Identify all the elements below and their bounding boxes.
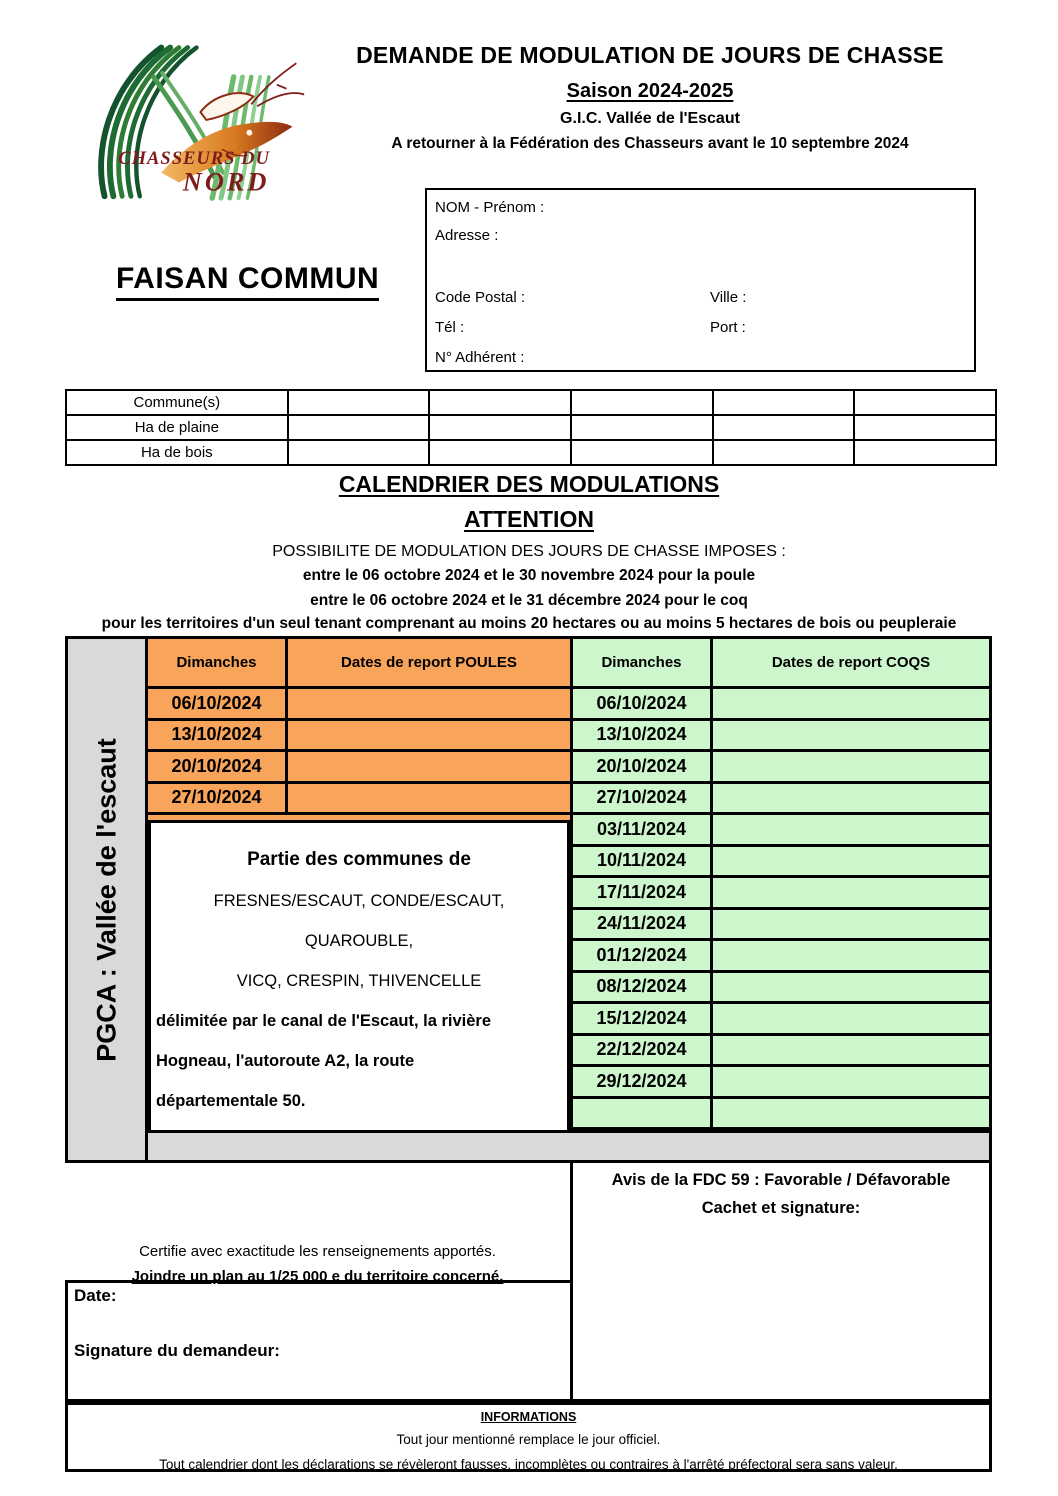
adherent-field[interactable] xyxy=(529,346,649,362)
communes-description-box xyxy=(148,820,570,1130)
dimanche-date-cell: 13/10/2024 xyxy=(573,721,713,750)
ha-bois-cell[interactable] xyxy=(288,440,430,465)
report-coqs-cell[interactable] xyxy=(713,689,989,718)
report-coqs-cell[interactable] xyxy=(713,1099,989,1128)
adresse-field[interactable] xyxy=(503,224,623,240)
ha-plaine-cell[interactable] xyxy=(571,415,713,440)
species-title: FAISAN COMMUN xyxy=(116,262,379,301)
port-field[interactable] xyxy=(750,316,870,332)
date-label: Date: xyxy=(74,1286,117,1305)
ha-bois-cell[interactable] xyxy=(429,440,571,465)
possibility-note: POSSIBILITE DE MODULATION DES JOURS DE CHASSE IMPOSES : xyxy=(272,543,786,560)
dimanche-date-cell: 20/10/2024 xyxy=(148,752,288,781)
code-postal-label: Code Postal : xyxy=(435,289,526,306)
communes-box-line: délimitée par le canal de l'Escaut, la rivière xyxy=(156,1012,492,1030)
dimanche-date-cell: 06/10/2024 xyxy=(148,689,288,718)
fdc-avis-label: Avis de la FDC 59 : Favorable / Défavorable xyxy=(611,1171,951,1189)
dimanche-empty-cell[interactable] xyxy=(573,1099,713,1128)
ville-label: Ville : xyxy=(710,289,747,306)
poules-dimanches-header: Dimanches xyxy=(148,639,288,686)
ha-bois-cell[interactable] xyxy=(854,440,996,465)
ville-field[interactable] xyxy=(751,286,871,302)
ha-bois-row-label: Ha de bois xyxy=(66,440,288,465)
dimanche-date-cell: 22/12/2024 xyxy=(573,1036,713,1065)
coqs-date-row xyxy=(573,973,989,1005)
coqs-date-row xyxy=(573,721,989,753)
cachet-signature-label: Cachet et signature: xyxy=(701,1199,861,1217)
dimanche-date-cell: 27/10/2024 xyxy=(148,784,288,813)
signature-label: Signature du demandeur: xyxy=(74,1341,280,1360)
report-coqs-cell[interactable] xyxy=(713,784,989,813)
modulation-calendar-table xyxy=(65,636,992,1163)
report-poules-cell[interactable] xyxy=(288,721,570,750)
dimanche-date-cell: 06/10/2024 xyxy=(573,689,713,718)
ha-plaine-cell[interactable] xyxy=(713,415,855,440)
commune-cell[interactable] xyxy=(429,390,571,415)
page-title: DEMANDE DE MODULATION DE JOURS DE CHASSE xyxy=(356,42,944,68)
coqs-date-row xyxy=(573,941,989,973)
date-signature-area[interactable] xyxy=(148,1283,570,1399)
coqs-date-row xyxy=(573,910,989,942)
ha-plaine-row-label: Ha de plaine xyxy=(66,415,288,440)
table-footer-strip xyxy=(148,1130,989,1160)
commune-cell[interactable] xyxy=(571,390,713,415)
commune-cell[interactable] xyxy=(713,390,855,415)
logo-text-chasseurs-du: CHASSEURS DU xyxy=(118,147,270,169)
coqs-header-row xyxy=(573,639,989,689)
report-poules-cell[interactable] xyxy=(288,689,570,718)
report-coqs-cell[interactable] xyxy=(713,721,989,750)
gic-subtitle: G.I.C. Vallée de l'Escaut xyxy=(560,110,740,127)
coqs-empty-row xyxy=(573,1099,989,1131)
ha-bois-cell[interactable] xyxy=(713,440,855,465)
poules-report-header: Dates de report POULES xyxy=(341,654,517,671)
ha-plaine-cell[interactable] xyxy=(429,415,571,440)
nom-prenom-label: NOM - Prénom : xyxy=(435,199,545,216)
coqs-date-row xyxy=(573,847,989,879)
poules-date-row xyxy=(148,752,570,784)
informations-title: INFORMATIONS xyxy=(480,1410,577,1424)
communes-box-title: Partie des communes de xyxy=(247,849,471,870)
communes-row-label: Commune(s) xyxy=(66,390,288,415)
pgca-sidebar-label: PGCA : Vallée de l'escaut xyxy=(91,737,121,1062)
dimanche-date-cell: 15/12/2024 xyxy=(573,1004,713,1033)
nom-prenom-field[interactable] xyxy=(548,196,668,212)
coqs-date-row xyxy=(573,878,989,910)
attention-heading: ATTENTION xyxy=(464,506,594,532)
tel-field[interactable] xyxy=(468,316,588,332)
report-coqs-cell[interactable] xyxy=(713,973,989,1002)
calendar-heading: CALENDRIER DES MODULATIONS xyxy=(338,471,720,497)
poules-date-row xyxy=(148,689,570,721)
report-coqs-cell[interactable] xyxy=(713,941,989,970)
calendar-main xyxy=(148,639,989,1160)
communes-box-line: Hogneau, l'autoroute A2, la route xyxy=(156,1052,415,1070)
fdc-avis-box xyxy=(570,1163,992,1402)
poules-header-row xyxy=(148,639,570,689)
informations-line: Tout calendrier dont les déclarations se révèleront fausses, incomplètes ou contraires à l'arrêté préfectoral sera sans valeur. xyxy=(159,1457,898,1472)
report-poules-cell[interactable] xyxy=(288,752,570,781)
commune-cell[interactable] xyxy=(288,390,430,415)
poules-column-group xyxy=(148,639,570,1130)
dimanche-date-cell: 13/10/2024 xyxy=(148,721,288,750)
dimanche-date-cell: 20/10/2024 xyxy=(573,752,713,781)
return-instruction: A retourner à la Fédération des Chasseurs avant le 10 septembre 2024 xyxy=(391,135,909,152)
report-coqs-cell[interactable] xyxy=(713,847,989,876)
ha-plaine-cell[interactable] xyxy=(854,415,996,440)
coqs-date-row xyxy=(573,689,989,721)
coqs-date-row xyxy=(573,1067,989,1099)
territory-note: pour les territoires d'un seul tenant comprenant au moins 20 hectares ou au moins 5 hectares de bois ou peupleraie xyxy=(101,615,957,632)
dimanche-date-cell: 01/12/2024 xyxy=(573,941,713,970)
dimanche-date-cell: 29/12/2024 xyxy=(573,1067,713,1096)
informations-line: Tout jour mentionné remplace le jour officiel. xyxy=(396,1432,661,1447)
ha-plaine-cell[interactable] xyxy=(288,415,430,440)
communes-box-line: départementale 50. xyxy=(156,1092,306,1110)
communes-box-line: QUAROUBLE, xyxy=(304,932,414,950)
ha-bois-cell[interactable] xyxy=(571,440,713,465)
coqs-date-row xyxy=(573,1004,989,1036)
period-coq-note: entre le 06 octobre 2024 et le 31 décembre 2024 pour le coq xyxy=(310,592,748,609)
document-header xyxy=(320,42,980,153)
poules-date-row xyxy=(148,721,570,753)
join-plan-statement: Joindre un plan au 1/25 000 e du territoire concerné. xyxy=(131,1268,504,1285)
adresse-label: Adresse : xyxy=(435,227,499,244)
tel-label: Tél : xyxy=(435,319,465,336)
commune-cell[interactable] xyxy=(854,390,996,415)
report-coqs-cell[interactable] xyxy=(713,815,989,844)
report-coqs-cell[interactable] xyxy=(713,910,989,939)
applicant-info-box xyxy=(425,188,976,372)
chasseurs-du-nord-logo xyxy=(85,33,310,201)
report-coqs-cell[interactable] xyxy=(713,1036,989,1065)
communes-description-region xyxy=(148,815,570,1130)
date-signature-box xyxy=(65,1280,573,1402)
signature-section xyxy=(65,1163,992,1473)
report-coqs-cell[interactable] xyxy=(713,1067,989,1096)
report-coqs-cell[interactable] xyxy=(713,1004,989,1033)
report-poules-cell[interactable] xyxy=(288,784,570,813)
coqs-date-row xyxy=(573,752,989,784)
cachet-signature-area[interactable] xyxy=(573,1218,989,1378)
dimanche-date-cell: 27/10/2024 xyxy=(573,784,713,813)
period-poule-note: entre le 06 octobre 2024 et le 30 novembre 2024 pour la poule xyxy=(302,567,756,584)
adherent-label: N° Adhérent : xyxy=(435,349,525,366)
dimanche-date-cell: 08/12/2024 xyxy=(573,973,713,1002)
certify-statement: Certifie avec exactitude les renseignements apportés. xyxy=(139,1243,496,1260)
coqs-date-row xyxy=(573,1036,989,1068)
table-row xyxy=(66,390,996,415)
dimanche-date-cell: 10/11/2024 xyxy=(573,847,713,876)
table-row xyxy=(66,415,996,440)
coqs-date-row xyxy=(573,784,989,816)
season-subtitle: Saison 2024-2025 xyxy=(566,80,734,102)
poules-date-row xyxy=(148,784,570,816)
communes-box-line: VICQ, CRESPIN, THIVENCELLE xyxy=(236,972,482,990)
coqs-date-row xyxy=(573,815,989,847)
communes-table xyxy=(65,389,997,466)
coqs-report-header: Dates de report COQS xyxy=(771,654,931,671)
code-postal-field[interactable] xyxy=(529,286,649,302)
coqs-dimanches-header: Dimanches xyxy=(573,639,713,686)
dimanche-date-cell: 24/11/2024 xyxy=(573,910,713,939)
port-label: Port : xyxy=(710,319,746,336)
dimanche-date-cell: 17/11/2024 xyxy=(573,878,713,907)
communes-box-line: FRESNES/ESCAUT, CONDE/ESCAUT, xyxy=(213,892,505,910)
report-coqs-cell[interactable] xyxy=(713,878,989,907)
coqs-column-group xyxy=(570,639,989,1130)
report-coqs-cell[interactable] xyxy=(713,752,989,781)
pgca-sidebar xyxy=(68,639,148,1160)
table-row xyxy=(66,440,996,465)
informations-box xyxy=(65,1402,992,1472)
logo-text-nord: NORD xyxy=(182,166,270,197)
dimanche-date-cell: 03/11/2024 xyxy=(573,815,713,844)
